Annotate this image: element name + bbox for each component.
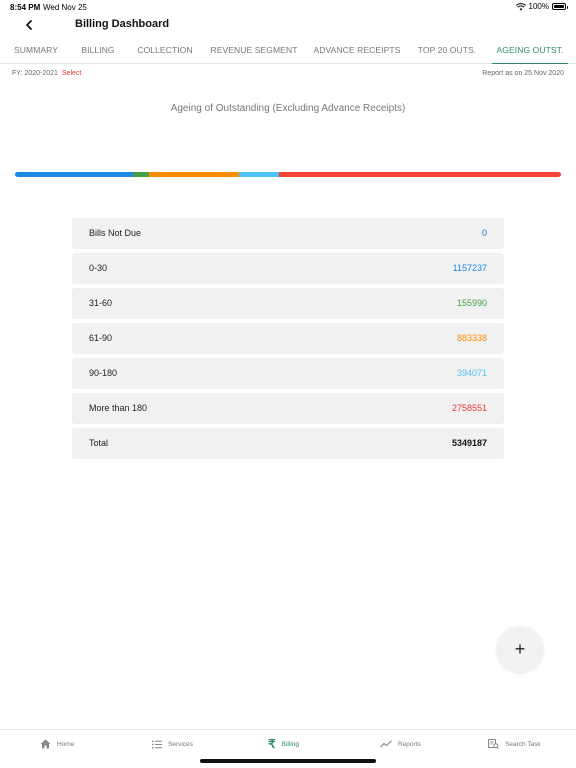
stacked-bar-segment bbox=[149, 172, 239, 177]
chevron-left-icon bbox=[25, 20, 33, 30]
row-0-30 bbox=[72, 253, 504, 284]
tab-revenue-segment[interactable]: REVENUE SEGMENT bbox=[210, 45, 298, 55]
row-total bbox=[72, 428, 504, 459]
tab-billing[interactable]: BILLING bbox=[81, 45, 115, 55]
stacked-bar-segment bbox=[15, 172, 133, 177]
fy-label: FY: 2020-2021 bbox=[12, 70, 58, 77]
tab-summary[interactable]: SUMMARY bbox=[14, 45, 58, 55]
home-icon bbox=[40, 739, 51, 749]
fy-select-link[interactable]: Select bbox=[61, 70, 82, 77]
add-button[interactable] bbox=[497, 626, 543, 672]
status-date: Wed Nov 25 bbox=[43, 3, 87, 12]
status-time: 8:54 PM bbox=[10, 3, 41, 12]
tab-bar bbox=[0, 38, 576, 64]
rupee-icon: ₹ bbox=[268, 737, 276, 751]
row-value: 1157237 bbox=[452, 263, 487, 273]
status-bar bbox=[0, 0, 576, 14]
row-label: Bills Not Due bbox=[89, 228, 142, 238]
nav-label: Search Task bbox=[505, 740, 541, 748]
plus-icon: + bbox=[514, 638, 526, 659]
nav-home[interactable] bbox=[40, 737, 74, 751]
row-value: 155990 bbox=[456, 298, 487, 308]
row-90-180 bbox=[72, 358, 504, 389]
tab-top-20-outs[interactable]: TOP 20 OUTS. bbox=[417, 45, 477, 55]
nav-reports[interactable] bbox=[380, 737, 421, 751]
row-bills-not-due bbox=[72, 218, 504, 249]
list-icon bbox=[152, 740, 162, 749]
fy-row bbox=[12, 70, 81, 77]
nav-label: Billing bbox=[281, 740, 299, 748]
row-label: 90-180 bbox=[89, 368, 118, 378]
wifi-icon bbox=[516, 3, 526, 11]
nav-search-task[interactable] bbox=[488, 737, 541, 751]
row-value: 394071 bbox=[456, 368, 487, 378]
battery-icon bbox=[552, 3, 566, 10]
stacked-bar-segment bbox=[239, 172, 279, 177]
nav-billing[interactable] bbox=[268, 737, 299, 751]
row-value: 5349187 bbox=[451, 438, 487, 448]
row-label: 0-30 bbox=[89, 263, 108, 273]
ageing-stacked-bar bbox=[15, 172, 561, 177]
row-61-90 bbox=[72, 323, 504, 354]
row-label: 31-60 bbox=[89, 298, 113, 308]
row-more-than-180 bbox=[72, 393, 504, 424]
chart-title: Ageing of Outstanding (Excluding Advance Receipts) bbox=[170, 103, 406, 114]
trend-icon bbox=[380, 740, 392, 748]
row-label: 61-90 bbox=[89, 333, 113, 343]
status-right bbox=[516, 2, 566, 11]
header bbox=[0, 14, 576, 36]
search-task-icon bbox=[488, 739, 499, 749]
back-button[interactable] bbox=[20, 16, 38, 34]
row-value: 883338 bbox=[456, 333, 487, 343]
nav-services[interactable] bbox=[152, 737, 193, 751]
row-31-60 bbox=[72, 288, 504, 319]
stacked-bar-segment bbox=[133, 172, 149, 177]
report-date: Report as on 25 Nov 2020 bbox=[482, 70, 564, 77]
row-label: More than 180 bbox=[89, 403, 148, 413]
row-value: 0 bbox=[481, 228, 487, 238]
nav-label: Reports bbox=[398, 740, 421, 748]
page-title: Billing Dashboard bbox=[75, 18, 170, 30]
nav-label: Services bbox=[168, 740, 193, 748]
tab-advance-receipts[interactable]: ADVANCE RECEIPTS bbox=[313, 45, 401, 55]
ageing-table bbox=[72, 218, 504, 463]
row-label: Total bbox=[89, 438, 109, 448]
tab-collection[interactable]: COLLECTION bbox=[137, 45, 193, 55]
row-value: 2758551 bbox=[451, 403, 487, 413]
stacked-bar-segment bbox=[279, 172, 561, 177]
home-indicator bbox=[200, 759, 376, 763]
nav-label: Home bbox=[57, 740, 75, 748]
battery-percent: 100% bbox=[528, 2, 549, 11]
tab-ageing-outst[interactable]: AGEING OUTST. bbox=[492, 38, 568, 64]
